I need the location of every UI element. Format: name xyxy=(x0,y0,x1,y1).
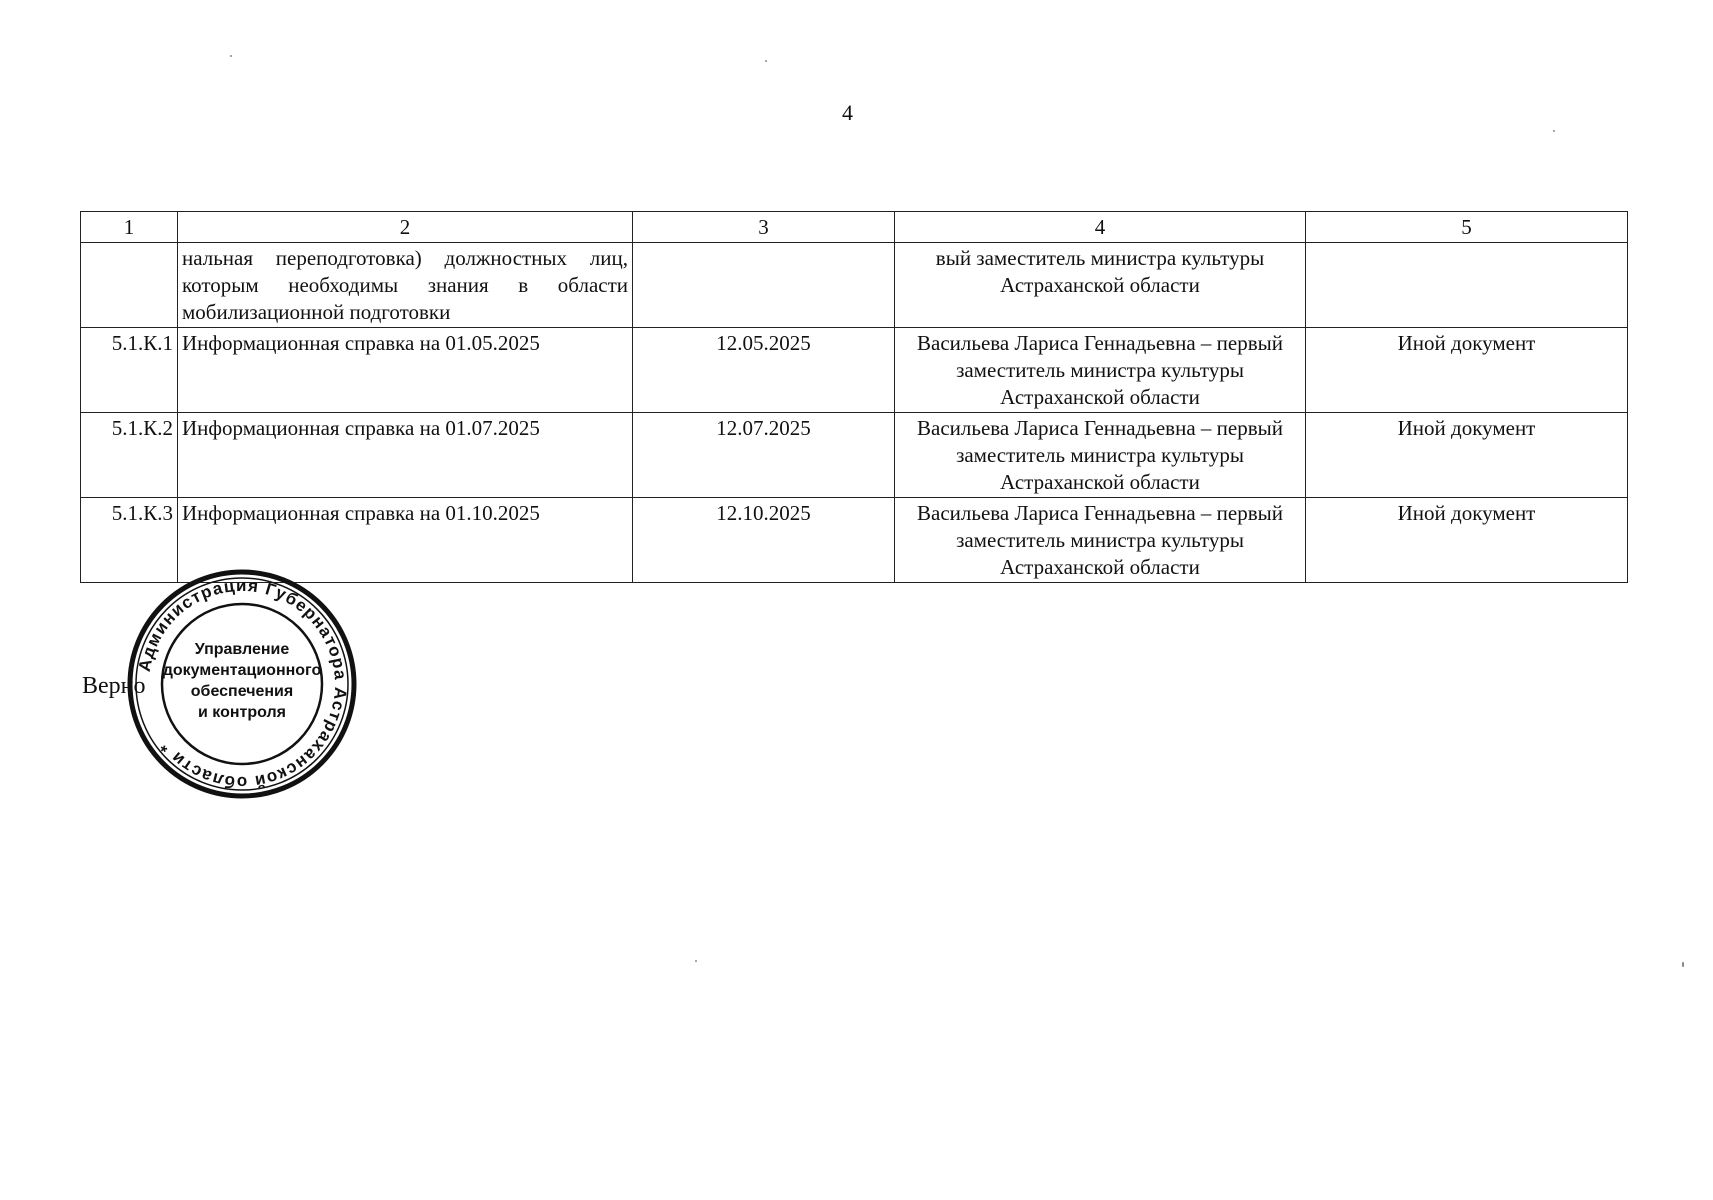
column-header-4: 4 xyxy=(895,212,1306,243)
official-seal xyxy=(126,568,358,800)
column-header-1: 1 xyxy=(81,212,178,243)
row-name: Информационная справка на 01.10.2025 xyxy=(178,498,633,583)
row-doc-type: Иной документ xyxy=(1306,498,1628,583)
document-table xyxy=(80,211,1628,583)
row-doc-type xyxy=(1306,243,1628,328)
row-name: Информационная справка на 01.07.2025 xyxy=(178,413,633,498)
seal-inner-line-2: документационного xyxy=(162,662,322,679)
table-row xyxy=(81,243,1628,328)
row-code: 5.1.К.2 xyxy=(81,413,178,498)
column-header-5: 5 xyxy=(1306,212,1628,243)
row-date: 12.05.2025 xyxy=(633,328,895,413)
row-doc-type: Иной документ xyxy=(1306,328,1628,413)
row-responsible: Васильева Лариса Геннадьевна – первый заместитель министра культуры Астраханской области xyxy=(895,498,1306,583)
table-header-row xyxy=(81,212,1628,243)
row-responsible: Васильева Лариса Геннадьевна – первый заместитель министра культуры Астраханской области xyxy=(895,413,1306,498)
row-date: 12.10.2025 xyxy=(633,498,895,583)
seal-outer-text: Администрация Губернатора Астраханской области * xyxy=(134,575,351,793)
seal-inner-line-4: и контроля xyxy=(198,704,286,721)
row-doc-type: Иной документ xyxy=(1306,413,1628,498)
row-date xyxy=(633,243,895,328)
row-code: 5.1.К.3 xyxy=(81,498,178,583)
table-row xyxy=(81,413,1628,498)
scan-speck xyxy=(1682,962,1684,967)
row-name: Информационная справка на 01.05.2025 xyxy=(178,328,633,413)
row-name: нальная переподготовка) должностных лиц, которым необходимы знания в области мобилизационной подготовки xyxy=(178,243,633,328)
row-code xyxy=(81,243,178,328)
row-date: 12.07.2025 xyxy=(633,413,895,498)
row-code: 5.1.К.1 xyxy=(81,328,178,413)
seal-inner-line-3: обеспечения xyxy=(190,683,294,700)
scan-speck xyxy=(695,960,697,962)
scan-speck xyxy=(1553,130,1555,132)
table-row xyxy=(81,328,1628,413)
column-header-3: 3 xyxy=(633,212,895,243)
verno-label: Верно xyxy=(82,673,146,699)
seal-inner-line-1: Управление xyxy=(194,641,290,658)
scan-speck xyxy=(230,55,232,57)
row-responsible: вый заместитель министра культуры Астраханской области xyxy=(895,243,1306,328)
row-responsible: Васильева Лариса Геннадьевна – первый заместитель министра культуры Астраханской области xyxy=(895,328,1306,413)
page-number: 4 xyxy=(842,100,853,125)
seal-graphic xyxy=(126,568,358,800)
scan-speck xyxy=(765,60,767,62)
column-header-2: 2 xyxy=(178,212,633,243)
